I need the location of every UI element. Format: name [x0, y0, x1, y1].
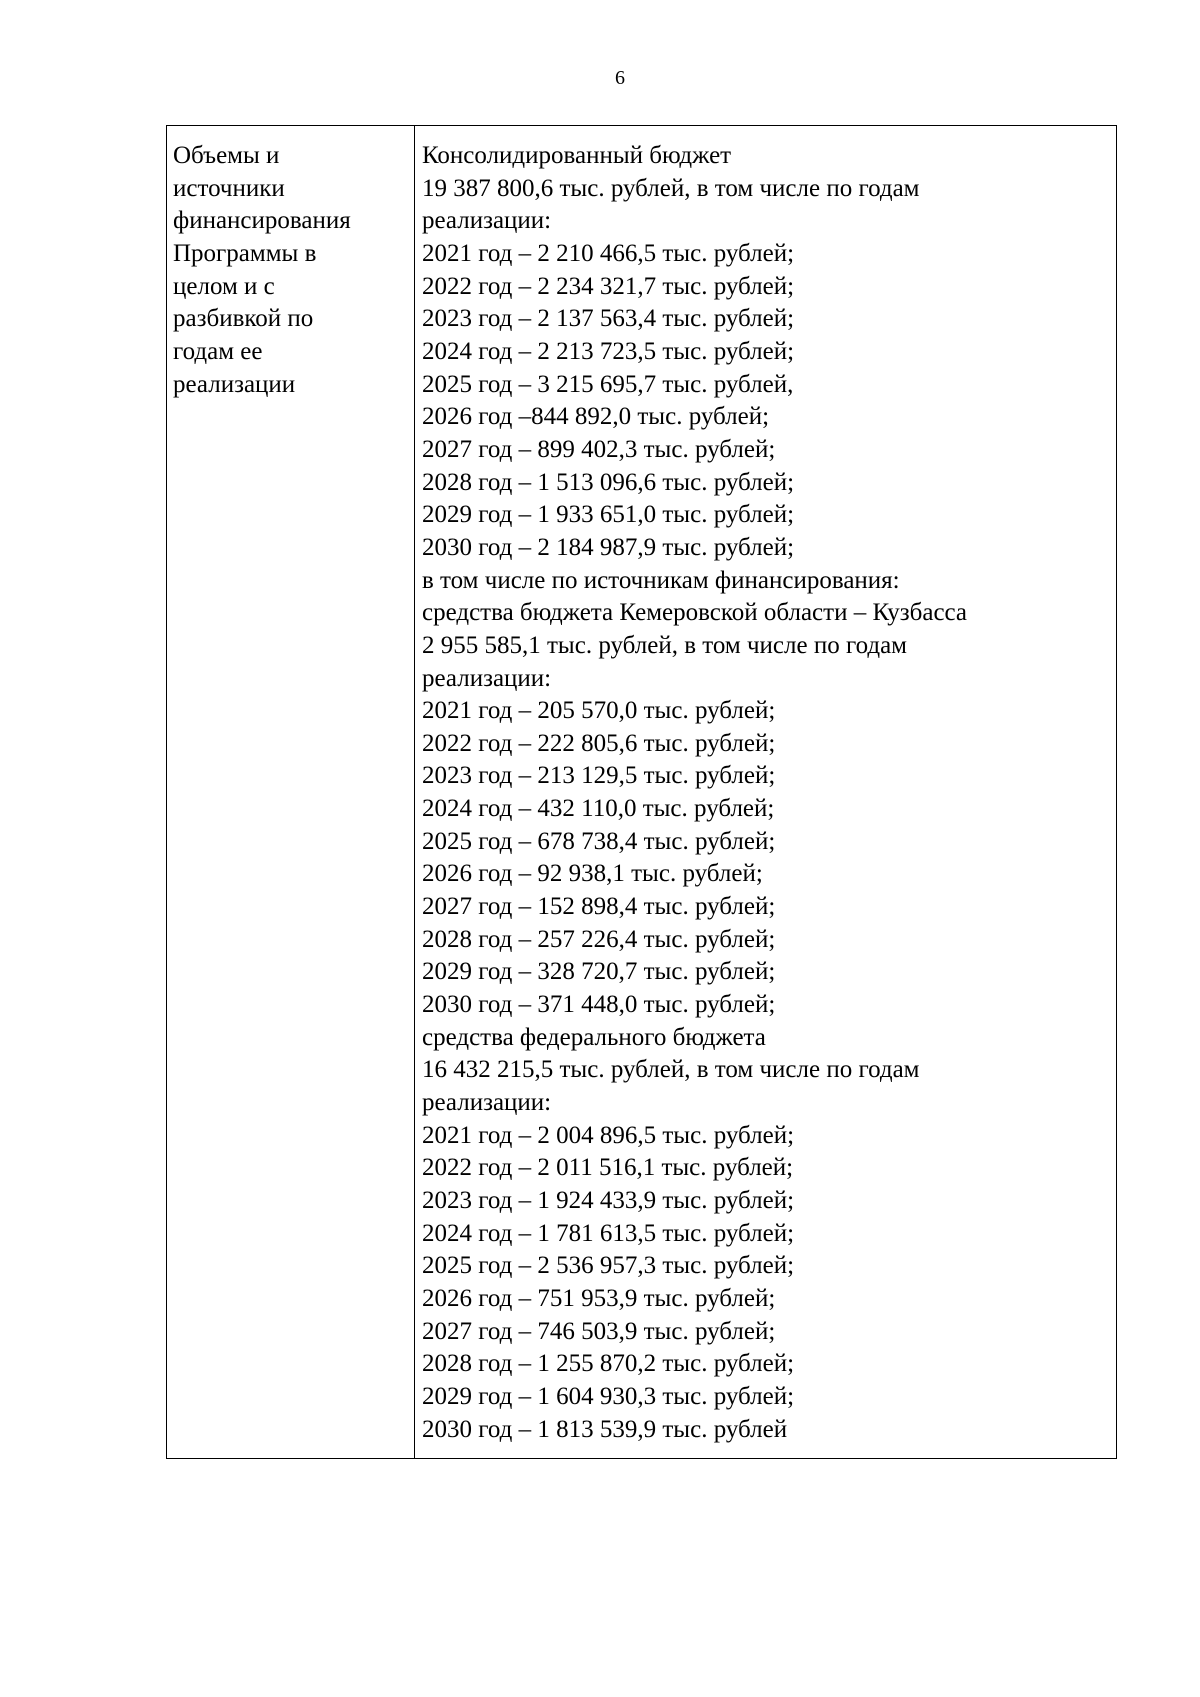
- value-line: 2025 год – 3 215 695,7 тыс. рублей,: [422, 370, 794, 398]
- value-line: 2029 год – 1 604 930,3 тыс. рублей;: [422, 1382, 795, 1410]
- value-line: 2029 год – 1 933 651,0 тыс. рублей;: [422, 501, 795, 529]
- value-line: 2024 год – 432 110,0 тыс. рублей;: [422, 795, 775, 823]
- value-line: 2026 год –844 892,0 тыс. рублей;: [422, 403, 770, 431]
- value-line: Консолидированный бюджет: [422, 142, 732, 169]
- value-line: 2028 год – 1 255 870,2 тыс. рублей;: [422, 1350, 795, 1378]
- row-label-text: [167, 126, 414, 401]
- value-line: средства федерального бюджета: [422, 1023, 766, 1051]
- label-line: целом и с: [173, 272, 275, 300]
- value-line: 2030 год – 1 813 539,9 тыс. рублей: [422, 1415, 788, 1443]
- label-line: годам ее: [173, 337, 263, 365]
- value-line: 2023 год – 213 129,5 тыс. рублей;: [422, 762, 776, 790]
- label-line: источники: [173, 174, 285, 202]
- value-line: 2026 год – 751 953,9 тыс. рублей;: [422, 1284, 776, 1312]
- value-line: реализации:: [422, 207, 552, 235]
- value-line: 2021 год – 205 570,0 тыс. рублей;: [422, 697, 776, 725]
- value-line: 2026 год – 92 938,1 тыс. рублей;: [422, 860, 763, 888]
- value-line: 2021 год – 2 004 896,5 тыс. рублей;: [422, 1121, 795, 1149]
- value-line: 2030 год – 371 448,0 тыс. рублей;: [422, 991, 776, 1019]
- value-line: 2029 год – 328 720,7 тыс. рублей;: [422, 958, 776, 986]
- value-line: 2025 год – 678 738,4 тыс. рублей;: [422, 827, 776, 855]
- value-line: 2027 год – 899 402,3 тыс. рублей;: [422, 435, 776, 463]
- value-line: 2028 год – 257 226,4 тыс. рублей;: [422, 925, 776, 953]
- value-line: 2023 год – 1 924 433,9 тыс. рублей;: [422, 1187, 795, 1214]
- program-passport-table: [166, 125, 1117, 1459]
- value-line: 2028 год – 1 513 096,6 тыс. рублей;: [422, 468, 795, 496]
- table-row: [167, 126, 1117, 1459]
- value-line: 2021 год – 2 210 466,5 тыс. рублей;: [422, 239, 795, 267]
- label-line: Объемы и: [173, 142, 280, 169]
- value-line: 2027 год – 152 898,4 тыс. рублей;: [422, 893, 776, 921]
- value-line: 2023 год – 2 137 563,4 тыс. рублей;: [422, 305, 795, 333]
- value-line: в том числе по источникам финансирования:: [422, 566, 900, 594]
- value-line: 2 955 585,1 тыс. рублей, в том числе по годам: [422, 631, 907, 659]
- label-line: разбивкой по: [173, 305, 314, 333]
- value-line: 2022 год – 2 234 321,7 тыс. рублей;: [422, 272, 795, 300]
- value-line: 2024 год – 2 213 723,5 тыс. рублей;: [422, 337, 795, 365]
- label-line: Программы в: [173, 239, 317, 267]
- value-line: 2027 год – 746 503,9 тыс. рублей;: [422, 1317, 776, 1345]
- label-line: реализации: [173, 370, 296, 398]
- row-value-cell: [415, 126, 1117, 1459]
- value-line: реализации:: [422, 664, 552, 692]
- value-line: 16 432 215,5 тыс. рублей, в том числе по годам: [422, 1056, 920, 1084]
- value-line: 2030 год – 2 184 987,9 тыс. рублей;: [422, 533, 795, 561]
- value-line: средства бюджета Кемеровской области – Кузбасса: [422, 599, 968, 627]
- value-line: 2025 год – 2 536 957,3 тыс. рублей;: [422, 1252, 795, 1280]
- row-value-text: [415, 126, 1116, 1446]
- value-line: 2024 год – 1 781 613,5 тыс. рублей;: [422, 1219, 795, 1247]
- row-label-cell: [167, 126, 415, 1459]
- label-line: финансирования: [173, 207, 351, 235]
- value-line: 19 387 800,6 тыс. рублей, в том числе по годам: [422, 174, 920, 202]
- page-number: 6: [615, 67, 625, 89]
- value-line: 2022 год – 2 011 516,1 тыс. рублей;: [422, 1154, 794, 1182]
- value-line: реализации:: [422, 1089, 552, 1117]
- value-line: 2022 год – 222 805,6 тыс. рублей;: [422, 729, 776, 757]
